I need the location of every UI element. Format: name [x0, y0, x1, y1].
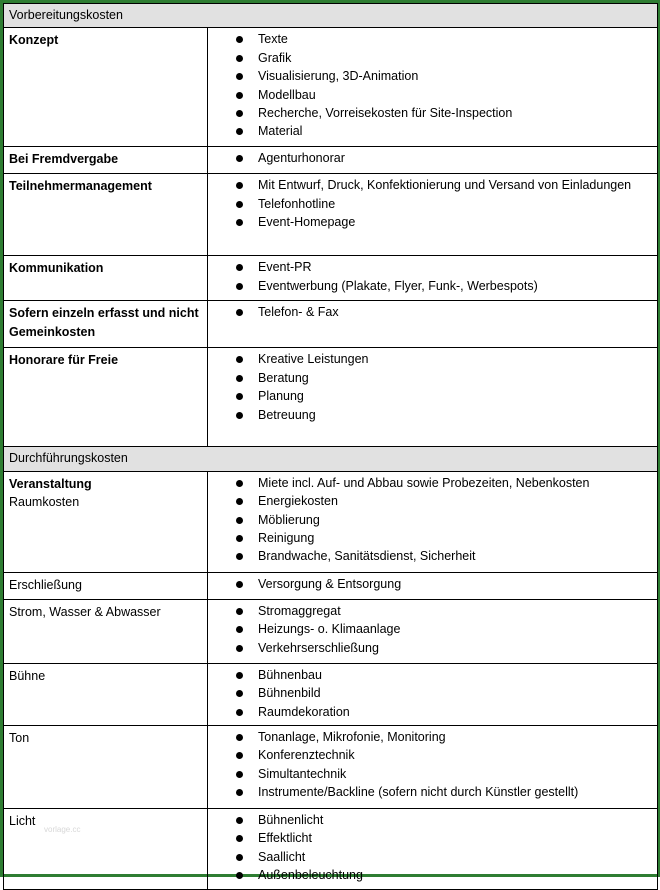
cost-item-text: Simultantechnik — [258, 766, 347, 781]
cost-item-list — [213, 303, 652, 321]
cost-category-cell — [4, 301, 208, 348]
cost-item-text: Versorgung & Entsorgung — [258, 576, 402, 591]
list-item — [213, 746, 652, 764]
table-row — [4, 174, 658, 256]
cost-category-cell — [4, 174, 208, 256]
table-row — [4, 256, 658, 301]
list-item — [213, 811, 652, 829]
bullet-icon — [236, 128, 243, 135]
list-item — [213, 728, 652, 746]
bullet-icon — [236, 817, 243, 824]
cost-item-text: Eventwerbung (Plakate, Flyer, Funk-, Werbespots) — [258, 278, 538, 293]
list-item — [213, 575, 652, 593]
cost-item-text: Bühnenbild — [258, 686, 321, 701]
bullet-icon — [236, 581, 243, 588]
cost-item-text: Stromaggregat — [258, 603, 341, 618]
list-item — [213, 666, 652, 684]
cost-item-text: Texte — [258, 32, 288, 47]
list-item — [213, 149, 652, 167]
cost-items-cell — [208, 147, 658, 174]
table-row — [4, 572, 658, 599]
list-item — [213, 122, 652, 140]
cost-item-text: Bühnenlicht — [258, 812, 324, 827]
cost-item-list — [213, 350, 652, 424]
cost-item-text: Außenbeleuchtung — [258, 868, 363, 883]
cost-item-text: Tonanlage, Mikrofonie, Monitoring — [258, 729, 446, 744]
table-row — [4, 28, 658, 147]
cost-items-cell — [208, 301, 658, 348]
bullet-icon — [236, 553, 243, 560]
cost-item-list — [213, 258, 652, 295]
cost-category-label: Konzept — [9, 33, 59, 48]
cost-items-cell — [208, 808, 658, 889]
table-row — [4, 725, 658, 808]
cost-category-cell — [4, 572, 208, 599]
list-item — [213, 277, 652, 295]
cost-item-text: Mit Entwurf, Druck, Konfektionierung und Versand von Einladungen — [258, 178, 632, 193]
cost-item-text: Raumdekoration — [258, 704, 350, 719]
bullet-icon — [236, 854, 243, 861]
bullet-icon — [236, 789, 243, 796]
list-item — [213, 176, 652, 194]
cost-category-cell — [4, 147, 208, 174]
list-item — [213, 86, 652, 104]
bullet-icon — [236, 480, 243, 487]
bullet-icon — [236, 219, 243, 226]
bullet-icon — [236, 375, 243, 382]
cost-item-text: Energiekosten — [258, 494, 338, 509]
cost-item-text: Modellbau — [258, 87, 316, 102]
cost-category-label: Bühne — [9, 668, 46, 683]
bullet-icon — [236, 626, 243, 633]
cost-category-cell — [4, 348, 208, 447]
watermark-text: vorlage.cc — [44, 825, 81, 834]
cost-table-body — [4, 4, 658, 890]
bullet-icon — [236, 498, 243, 505]
bullet-icon — [236, 283, 243, 290]
list-item — [213, 258, 652, 276]
cost-item-list — [213, 474, 652, 566]
cost-item-text: Recherche, Vorreisekosten für Site-Inspection — [258, 106, 513, 121]
cost-item-text: Grafik — [258, 50, 292, 65]
bullet-icon — [236, 709, 243, 716]
list-item — [213, 829, 652, 847]
cost-item-text: Brandwache, Sanitätsdienst, Sicherheit — [258, 549, 476, 564]
cost-category-label: Honorare für Freie — [9, 353, 119, 368]
cost-item-text: Betreuung — [258, 407, 316, 422]
cost-item-text: Event-PR — [258, 260, 312, 275]
list-item — [213, 350, 652, 368]
cost-item-text: Planung — [258, 389, 304, 404]
cost-item-text: Agenturhonorar — [258, 151, 345, 166]
table-row — [4, 301, 658, 348]
cost-items-cell — [208, 663, 658, 725]
bullet-icon — [236, 309, 243, 316]
cost-item-text: Visualisierung, 3D-Animation — [258, 69, 419, 84]
list-item — [213, 104, 652, 122]
cost-items-cell — [208, 28, 658, 147]
cost-item-text: Miete incl. Auf- und Abbau sowie Probezeiten, Nebenkosten — [258, 475, 590, 490]
bullet-icon — [236, 752, 243, 759]
cost-item-text: Beratung — [258, 370, 309, 385]
list-item — [213, 67, 652, 85]
bullet-icon — [236, 201, 243, 208]
list-item — [213, 547, 652, 565]
cost-items-cell — [208, 174, 658, 256]
bullet-icon — [236, 835, 243, 842]
bullet-icon — [236, 92, 243, 99]
table-row — [4, 348, 658, 447]
cost-category-label: Veranstaltung — [9, 476, 92, 491]
cost-item-text: Telefon- & Fax — [258, 305, 339, 320]
cost-category-cell — [4, 808, 208, 889]
cost-item-text: Telefonhotline — [258, 196, 336, 211]
bullet-icon — [236, 535, 243, 542]
list-item — [213, 369, 652, 387]
bullet-icon — [236, 55, 243, 62]
list-item — [213, 639, 652, 657]
bullet-icon — [236, 517, 243, 524]
bullet-icon — [236, 608, 243, 615]
list-item — [213, 866, 652, 884]
list-item — [213, 620, 652, 638]
section-title: Vorbereitungskosten — [4, 4, 658, 28]
bullet-icon — [236, 672, 243, 679]
bullet-icon — [236, 36, 243, 43]
cost-item-list — [213, 149, 652, 167]
cost-items-cell — [208, 348, 658, 447]
cost-category-label: Teilnehmermanagement — [9, 179, 152, 194]
cost-item-list — [213, 728, 652, 802]
list-item — [213, 213, 652, 231]
cost-items-cell — [208, 599, 658, 663]
bullet-icon — [236, 872, 243, 879]
bullet-icon — [236, 771, 243, 778]
list-item — [213, 684, 652, 702]
list-item — [213, 474, 652, 492]
cost-item-text: Kreative Leistungen — [258, 352, 369, 367]
bullet-icon — [236, 690, 243, 697]
bullet-icon — [236, 264, 243, 271]
cost-items-cell — [208, 725, 658, 808]
list-item — [213, 848, 652, 866]
list-item — [213, 492, 652, 510]
list-item — [213, 765, 652, 783]
bullet-icon — [236, 393, 243, 400]
bullet-icon — [236, 645, 243, 652]
list-item — [213, 195, 652, 213]
cost-item-list — [213, 811, 652, 885]
table-row — [4, 147, 658, 174]
cost-category-cell — [4, 28, 208, 147]
cost-category-cell — [4, 663, 208, 725]
cost-category-label: Bei Fremdvergabe — [9, 152, 119, 167]
bullet-icon — [236, 155, 243, 162]
bullet-icon — [236, 73, 243, 80]
cost-item-text: Bühnenbau — [258, 667, 322, 682]
cost-item-text: Event-Homepage — [258, 215, 356, 230]
table-row — [4, 663, 658, 725]
bullet-icon — [236, 412, 243, 419]
cost-item-list — [213, 602, 652, 657]
cost-item-text: Reinigung — [258, 531, 315, 546]
table-row — [4, 808, 658, 889]
list-item — [213, 49, 652, 67]
bullet-icon — [236, 734, 243, 741]
cost-category-label: Strom, Wasser & Abwasser — [9, 604, 161, 619]
cost-items-cell — [208, 256, 658, 301]
list-item — [213, 511, 652, 529]
bullet-icon — [236, 110, 243, 117]
table-row — [4, 599, 658, 663]
list-item — [213, 303, 652, 321]
cost-category-label: Licht — [9, 813, 36, 828]
cost-category-cell — [4, 256, 208, 301]
cost-item-text: Instrumente/Backline (sofern nicht durch Künstler gestellt) — [258, 785, 579, 800]
cost-item-list — [213, 30, 652, 140]
cost-category-label: Sofern einzeln erfasst und nicht Gemeinkosten — [9, 306, 199, 339]
cost-item-text: Verkehrserschließung — [258, 640, 379, 655]
list-item — [213, 529, 652, 547]
cost-category-cell — [4, 725, 208, 808]
bullet-icon — [236, 182, 243, 189]
cost-item-list — [213, 666, 652, 721]
cost-item-text: Konferenztechnik — [258, 748, 355, 763]
list-item — [213, 406, 652, 424]
cost-item-text: Effektlicht — [258, 831, 312, 846]
cost-item-list — [213, 176, 652, 231]
section-header-row — [4, 4, 658, 28]
cost-category-label: Kommunikation — [9, 261, 104, 276]
section-header-row — [4, 447, 658, 471]
cost-category-label: Ton — [9, 730, 30, 745]
cost-table — [3, 3, 658, 890]
bullet-icon — [236, 356, 243, 363]
section-title: Durchführungskosten — [4, 447, 658, 471]
list-item — [213, 30, 652, 48]
list-item — [213, 783, 652, 801]
cost-item-text: Material — [258, 124, 303, 139]
table-row — [4, 471, 658, 572]
list-item — [213, 703, 652, 721]
cost-item-text: Heizungs- o. Klimaanlage — [258, 622, 401, 637]
cost-category-label: Erschließung — [9, 577, 82, 592]
cost-item-text: Möblierung — [258, 512, 320, 527]
list-item — [213, 602, 652, 620]
cost-items-cell — [208, 572, 658, 599]
cost-item-list — [213, 575, 652, 593]
list-item — [213, 387, 652, 405]
cost-category-label: Raumkosten — [9, 495, 80, 510]
cost-category-cell — [4, 471, 208, 572]
cost-item-text: Saallicht — [258, 849, 306, 864]
cost-items-cell — [208, 471, 658, 572]
cost-category-cell — [4, 599, 208, 663]
